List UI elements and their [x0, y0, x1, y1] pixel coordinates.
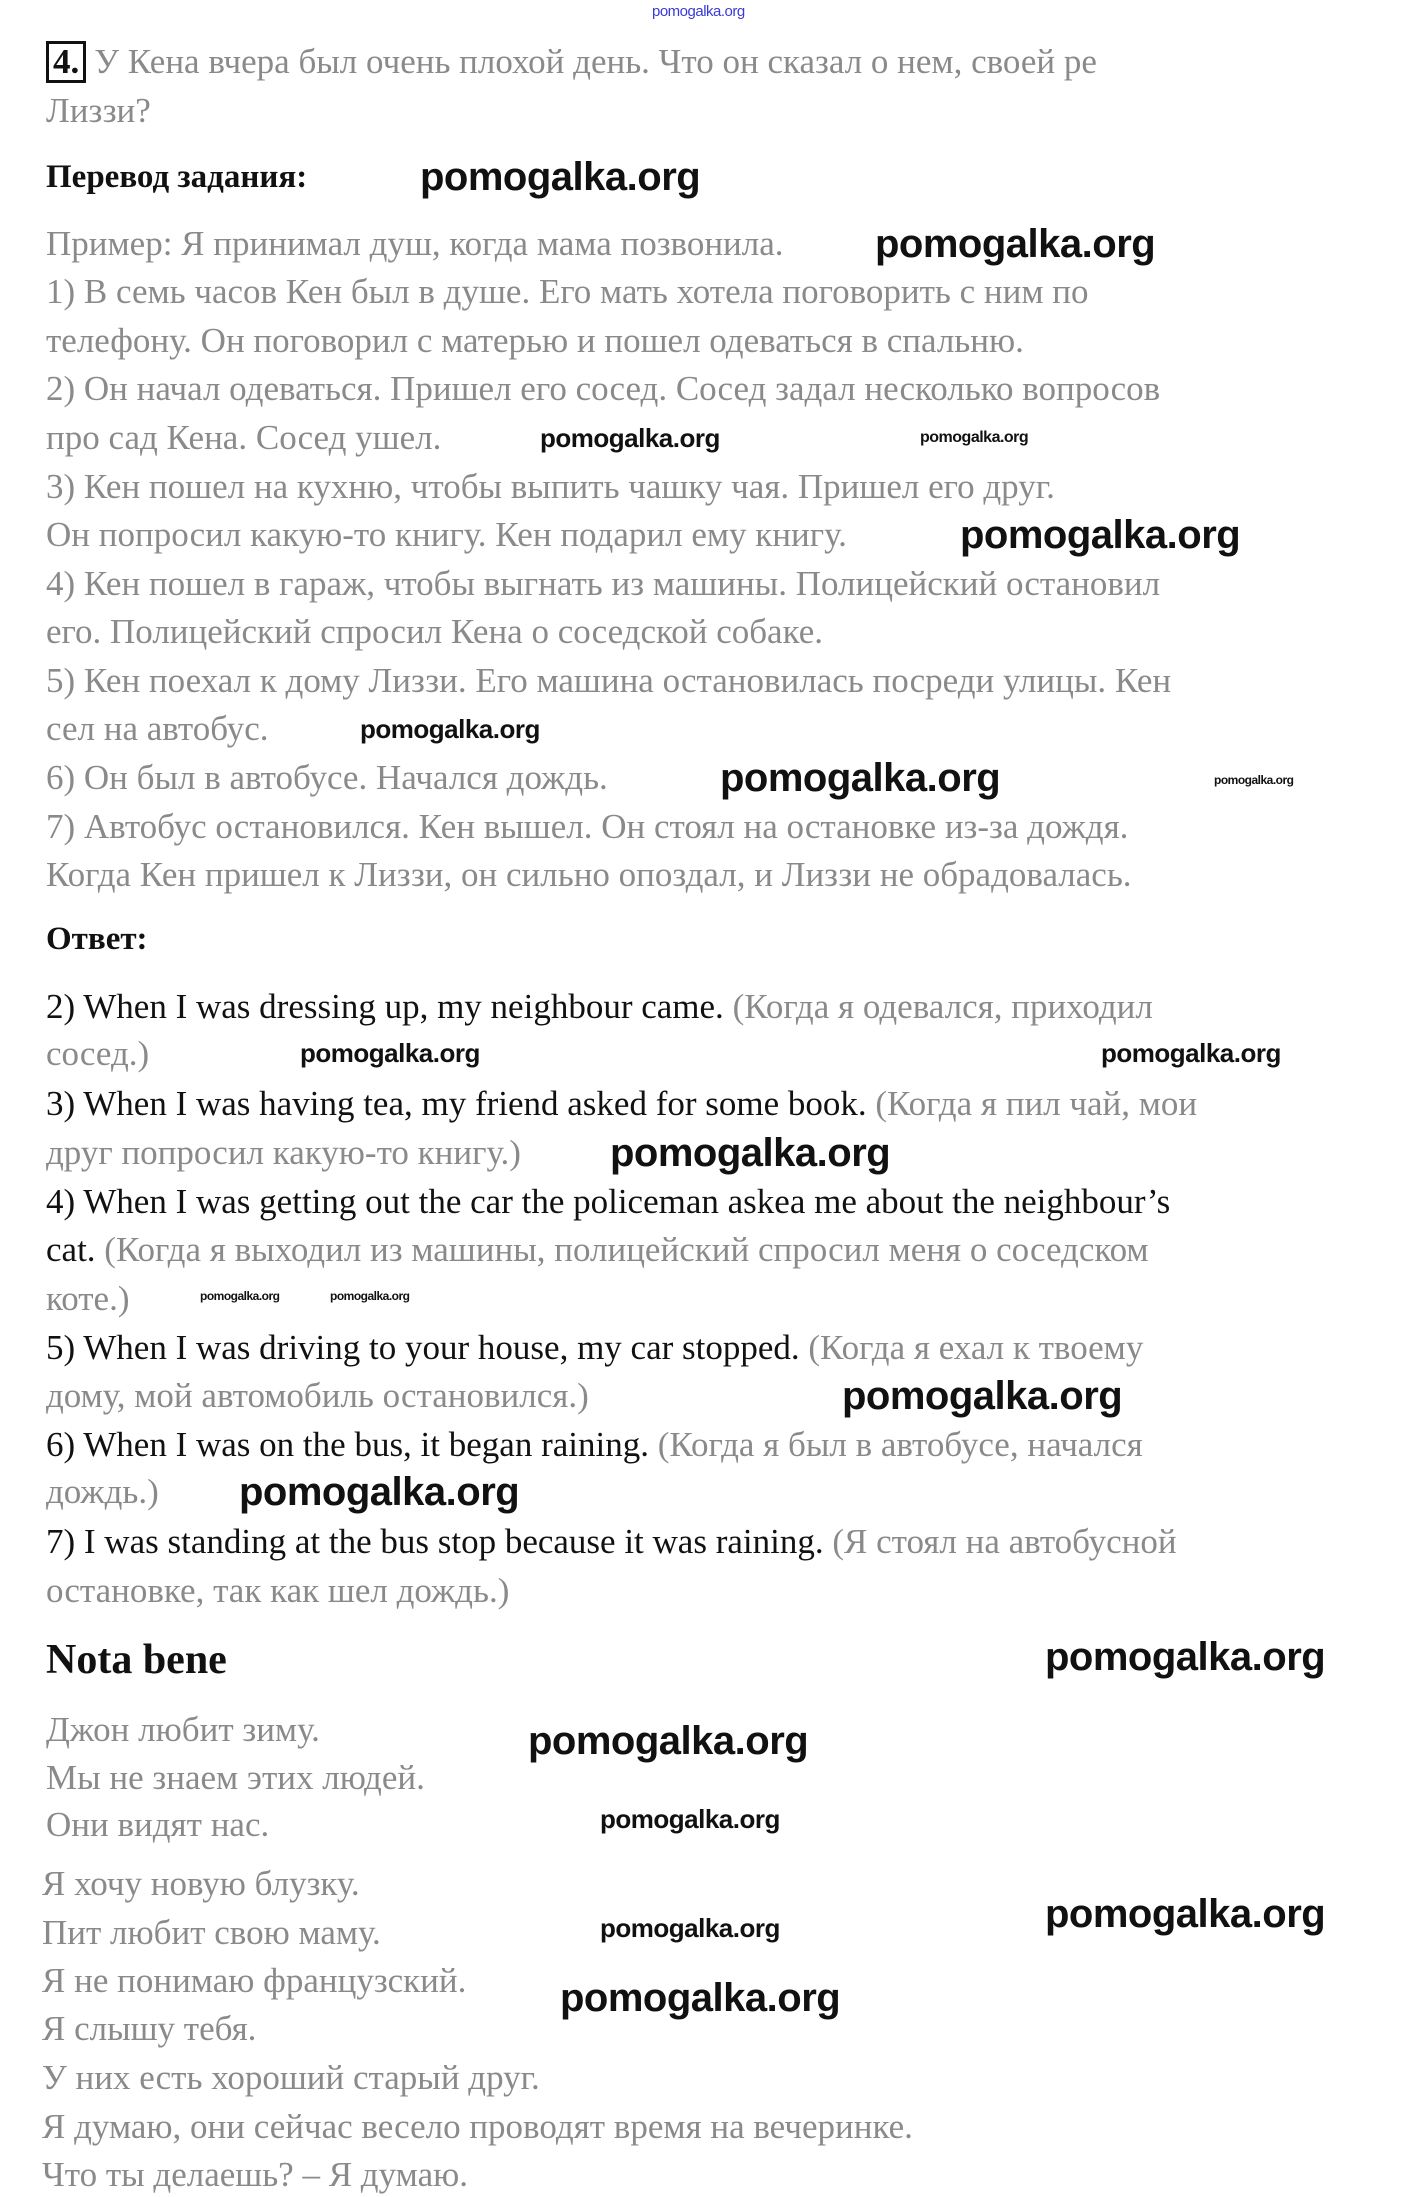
watermark: pomogalka.org — [540, 423, 720, 453]
watermark: pomogalka.org — [720, 756, 1001, 800]
answer-russian: друг попросил какую-то книгу.) — [46, 1133, 521, 1172]
translation-line: 6) Он был в автобусе. Начался дождь. — [46, 758, 608, 797]
answer-line — [46, 1277, 130, 1321]
translation-line: про сад Кена. Сосед ушел. — [46, 418, 442, 457]
translation-line: Он попросил какую-то книгу. Кен подарил ему книгу. — [46, 515, 847, 554]
answer-line — [46, 1569, 509, 1613]
translation-line: Когда Кен пришел к Лиззи, он сильно опоздал, и Лиззи не обрадовалась. — [46, 855, 1132, 894]
watermark: pomogalka.org — [960, 513, 1241, 557]
nota-bene-line: Мы не знаем этих людей. — [46, 1758, 425, 1797]
task-line — [46, 40, 1097, 84]
translation-line: 2) Он начал одеваться. Пришел его сосед. Сосед задал несколько вопросов — [46, 369, 1161, 408]
watermark: pomogalka.org — [420, 155, 701, 199]
watermark: pomogalka.org — [528, 1719, 809, 1763]
nota-bene-line: Что ты делаешь? – Я думаю. — [42, 2155, 468, 2194]
translation-line: 7) Автобус остановился. Кен вышел. Он стоял на остановке из-за дождя. — [46, 807, 1129, 846]
translation-line: Пример: Я принимал душ, когда мама позвонила. — [46, 224, 784, 263]
translation-line: 1) В семь часов Кен был в душе. Его мать хотела поговорить с ним по — [46, 272, 1089, 311]
answer-russian: дождь.) — [46, 1472, 159, 1511]
answer-english: 3) When I was having tea, my friend asked for some book. — [46, 1084, 867, 1123]
nota-bene-line: Пит любит свою маму. — [42, 1913, 381, 1952]
watermark: pomogalka.org — [600, 1913, 780, 1943]
nota-bene-line: Я думаю, они сейчас весело проводят время на вечеринке. — [42, 2107, 913, 2146]
nota-bene-line: Джон любит зиму. — [46, 1710, 320, 1749]
translation-line: сел на автобус. — [46, 709, 269, 748]
watermark: pomogalka.org — [875, 222, 1156, 266]
answer-line — [46, 1131, 521, 1175]
watermark: pomogalka.org — [600, 1804, 780, 1834]
answer-russian: (Когда я был в автобусе, начался — [657, 1425, 1143, 1464]
answer-russian: коте.) — [46, 1279, 130, 1318]
translation-line: 5) Кен поехал к дому Лиззи. Его машина остановилась посреди улицы. Кен — [46, 661, 1172, 700]
task-text: У Кена вчера был очень плохой день. Что он сказал о нем, своей ре — [94, 42, 1097, 81]
nota-bene-line: Я хочу новую блузку. — [42, 1864, 360, 1903]
answer-line — [46, 1180, 1170, 1224]
answer-russian: остановке, так как шел дождь.) — [46, 1571, 510, 1610]
nota-bene-line: Я слышу тебя. — [42, 2009, 257, 2048]
answer-line — [46, 1228, 1149, 1272]
answer-russian: (Когда я пил чай, мои — [875, 1084, 1198, 1123]
answer-english: 6) When I was on the bus, it began raining. — [46, 1425, 649, 1464]
answer-line — [46, 1520, 1177, 1564]
watermark: pomogalka.org — [560, 1976, 841, 2020]
watermark: pomogalka.org — [1214, 773, 1294, 787]
answer-line — [46, 1032, 149, 1076]
answer-russian: (Я стоял на автобусной — [832, 1522, 1177, 1561]
answer-line — [46, 1423, 1143, 1467]
watermark: pomogalka.org — [300, 1038, 480, 1068]
answer-russian: сосед.) — [46, 1034, 150, 1073]
watermark: pomogalka.org — [200, 1289, 280, 1303]
watermark: pomogalka.org — [239, 1470, 520, 1514]
answer-heading: Ответ: — [46, 921, 148, 957]
watermark: pomogalka.org — [920, 429, 1029, 446]
watermark: pomogalka.org — [1045, 1635, 1326, 1679]
watermark: pomogalka.org — [1101, 1038, 1281, 1068]
answer-english: 4) When I was getting out the car the policeman askea me about the neighbour’s — [46, 1182, 1171, 1221]
answer-russian: (Когда я выходил из машины, полицейский спросил меня о соседском — [104, 1230, 1149, 1269]
answer-line — [46, 1374, 589, 1418]
answer-english: 5) When I was driving to your house, my car stopped. — [46, 1328, 800, 1367]
nota-bene-line: У них есть хороший старый друг. — [42, 2058, 540, 2097]
watermark: pomogalka.org — [610, 1131, 891, 1175]
translation-line: его. Полицейский спросил Кена о соседской собаке. — [46, 612, 823, 651]
watermark: pomogalka.org — [1045, 1892, 1326, 1936]
translation-line: 3) Кен пошел на кухню, чтобы выпить чашку чая. Пришел его друг. — [46, 467, 1055, 506]
translation-line: 4) Кен пошел в гараж, чтобы выгнать из машины. Полицейский остановил — [46, 564, 1161, 603]
nota-bene-line: Они видят нас. — [46, 1805, 270, 1844]
answer-english: cat. — [46, 1230, 96, 1269]
answer-russian: дому, мой автомобиль остановился.) — [46, 1376, 589, 1415]
watermark: pomogalka.org — [360, 714, 540, 744]
answer-russian: (Когда я одевался, приходил — [732, 987, 1153, 1026]
translation-line: телефону. Он поговорил с матерью и пошел одеваться в спальню. — [46, 321, 1024, 360]
task-line: Лиззи? — [46, 91, 151, 130]
nota-bene-line: Я не понимаю французский. — [42, 1961, 467, 2000]
watermark: pomogalka.org — [842, 1374, 1123, 1418]
answer-russian: (Когда я ехал к твоему — [808, 1328, 1144, 1367]
answer-english: 2) When I was dressing up, my neighbour came. — [46, 987, 724, 1026]
answer-line — [46, 985, 1153, 1029]
watermark: pomogalka.org — [330, 1289, 410, 1303]
watermark: pomogalka.org — [652, 3, 745, 20]
answer-line — [46, 1082, 1197, 1126]
nota-bene-heading: Nota bene — [46, 1637, 227, 1683]
answer-line — [46, 1326, 1143, 1370]
translation-heading: Перевод задания: — [46, 159, 308, 195]
task-number: 4. — [46, 41, 86, 83]
answer-line — [46, 1470, 159, 1514]
answer-english: 7) I was standing at the bus stop because it was raining. — [46, 1522, 824, 1561]
